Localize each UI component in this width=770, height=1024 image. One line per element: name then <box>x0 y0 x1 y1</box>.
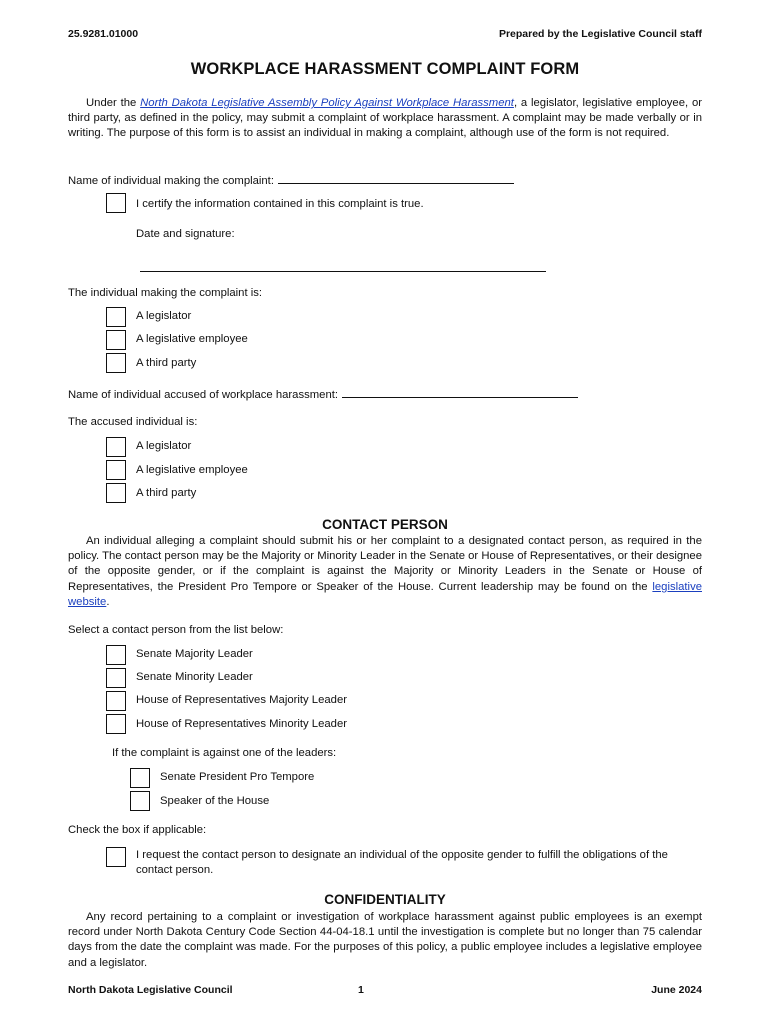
accused-legislator-checkbox[interactable] <box>106 437 126 457</box>
contact-person-heading: CONTACT PERSON <box>322 517 448 532</box>
president-pro-tempore-label: Senate President Pro Tempore <box>160 771 315 783</box>
accused-legislator-label: A legislator <box>136 440 192 452</box>
accused-third-party-label: A third party <box>136 487 197 499</box>
senate-majority-label: Senate Majority Leader <box>136 648 253 660</box>
complainant-name-row <box>68 172 514 187</box>
complainant-employee-checkbox[interactable] <box>106 330 126 350</box>
intro-paragraph: Under the North Dakota Legislative Assembly Policy Against Workplace Harassment, a legislator, legislative employee, or third party, as defined in the policy, may submit a complaint of workplace harassment. A complaint may be made verbally or in writing. The purpose of this form is to assist an individual in making a complaint, although use of the form is not required. <box>68 97 702 140</box>
form-title: WORKPLACE HARASSMENT COMPLAINT FORM <box>190 60 580 78</box>
accused-employee-label: A legislative employee <box>136 464 248 476</box>
accused-third-party-checkbox[interactable] <box>106 483 126 503</box>
senate-majority-checkbox[interactable] <box>106 645 126 665</box>
accused-type-label: The accused individual is: <box>68 416 198 428</box>
complainant-third-party-checkbox[interactable] <box>106 353 126 373</box>
accused-name-row <box>68 386 578 401</box>
complainant-name-label: Name of individual making the complaint: <box>68 175 274 187</box>
select-contact-label: Select a contact person from the list below: <box>68 624 284 636</box>
prepared-by: Prepared by the Legislative Council staff <box>498 28 702 40</box>
senate-minority-label: Senate Minority Leader <box>136 671 253 683</box>
footer-org: North Dakota Legislative Council <box>68 984 233 996</box>
complainant-name-field[interactable] <box>278 172 514 184</box>
opposite-gender-checkbox[interactable] <box>106 847 126 867</box>
president-pro-tempore-checkbox[interactable] <box>130 768 150 788</box>
confidentiality-paragraph: Any record pertaining to a complaint or investigation of workplace harassment against public employees is an exempt record under North Dakota Century Code Section 44-04-18.1 until the investigation is complete but no longer than 75 calendar days from the date the complaint was made. For the purposes of this policy, a public employee includes a legislative employee and a legislator. <box>68 911 702 969</box>
complainant-legislator-checkbox[interactable] <box>106 307 126 327</box>
house-majority-label: House of Representatives Majority Leader <box>136 694 347 706</box>
complainant-employee-label: A legislative employee <box>136 333 248 345</box>
senate-minority-checkbox[interactable] <box>106 668 126 688</box>
date-signature-label: Date and signature: <box>136 228 235 240</box>
document-page <box>68 0 702 1024</box>
footer-date: June 2024 <box>651 984 702 996</box>
house-minority-checkbox[interactable] <box>106 714 126 734</box>
accused-name-label: Name of individual accused of workplace harassment: <box>68 389 339 401</box>
confidentiality-heading: CONFIDENTIALITY <box>324 892 446 907</box>
contact-paragraph: An individual alleging a complaint should submit his or her complaint to a designated contact person, as required in the policy. The contact person may be the Majority or Minority Leader in the Senate or House of Representatives, or their designee of the opposite gender, or if the complaint is against the Majority or Minority Leaders in the Senate or House of Representatives, the President Pro Tempore or Speaker of the House. Current leadership may be found on the legislative website. <box>68 535 702 608</box>
legislative-website-link[interactable]: legislative website <box>68 580 702 608</box>
accused-name-field[interactable] <box>342 386 578 398</box>
page-number: 1 <box>358 984 364 996</box>
certify-checkbox[interactable] <box>106 193 126 213</box>
opposite-gender-label: I request the contact person to designate an individual of the opposite gender to fulfill the obligations of the contact person. <box>136 849 668 877</box>
check-applicable-label: Check the box if applicable: <box>68 824 207 836</box>
policy-link[interactable]: North Dakota Legislative Assembly Policy Against Workplace Harassment <box>140 97 514 109</box>
complainant-type-label: The individual making the complaint is: <box>68 287 263 299</box>
against-leaders-label: If the complaint is against one of the leaders: <box>112 747 337 759</box>
complainant-legislator-label: A legislator <box>136 310 192 322</box>
house-majority-checkbox[interactable] <box>106 691 126 711</box>
accused-employee-checkbox[interactable] <box>106 460 126 480</box>
certify-label: I certify the information contained in this complaint is true. <box>136 198 424 210</box>
speaker-label: Speaker of the House <box>160 795 270 807</box>
document-number: 25.9281.01000 <box>68 28 139 40</box>
date-signature-field[interactable] <box>140 260 546 272</box>
speaker-checkbox[interactable] <box>130 791 150 811</box>
complainant-third-party-label: A third party <box>136 357 197 369</box>
house-minority-label: House of Representatives Minority Leader <box>136 718 347 730</box>
